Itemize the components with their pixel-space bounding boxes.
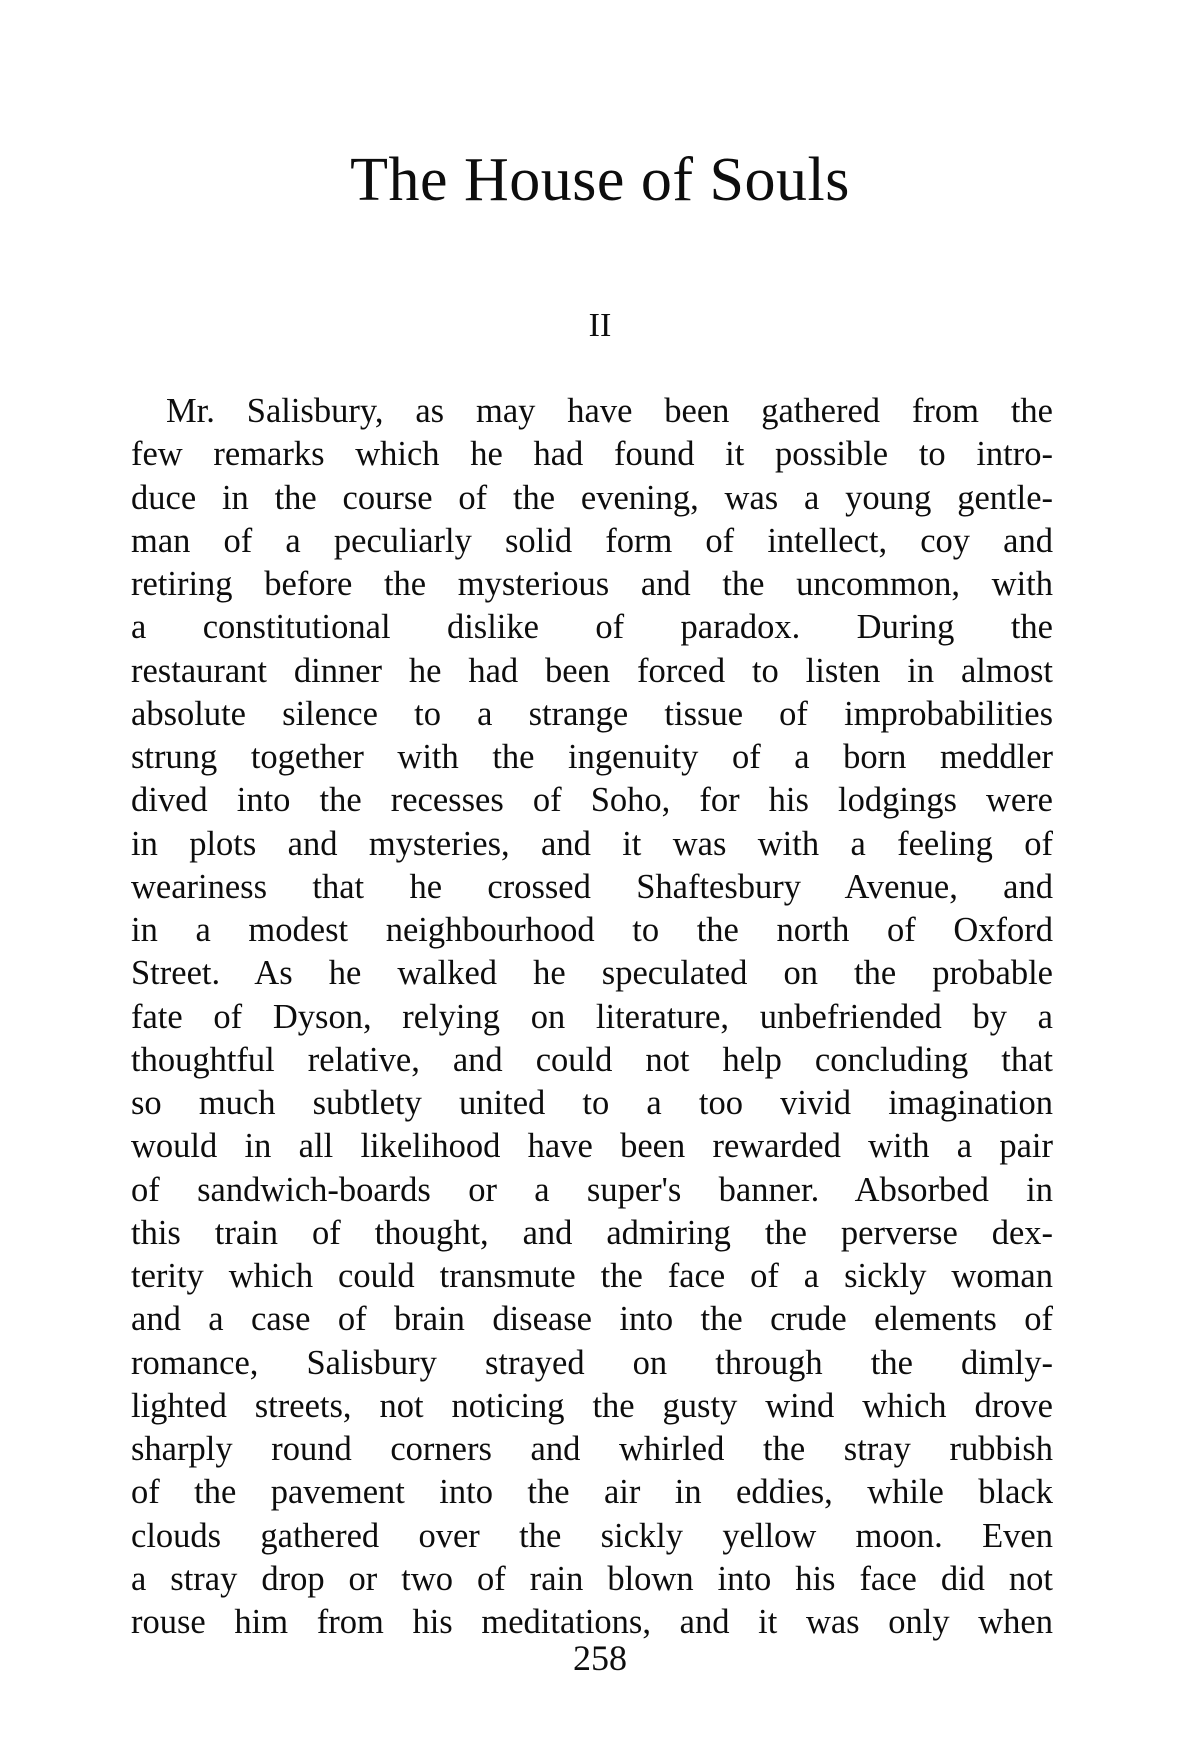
text-line: of sandwich-boards or a super's banner. Absorbed in xyxy=(131,1170,1053,1209)
text-line: and a case of brain disease into the crude elements of xyxy=(131,1300,1053,1339)
running-head: The House of Souls xyxy=(350,146,850,214)
text-line: thoughtful relative, and could not help concluding that xyxy=(131,1040,1053,1079)
text-line: duce in the course of the evening, was a young gentle- xyxy=(131,478,1053,517)
text-line: retiring before the mysterious and the uncommon, with xyxy=(131,565,1053,603)
text-line: in plots and mysteries, and it was with a feeling of xyxy=(131,824,1053,863)
text-line: romance, Salisbury strayed on through the dimly- xyxy=(131,1343,1053,1382)
text-line: lighted streets, not noticing the gusty wind which drove xyxy=(131,1386,1053,1425)
text-line: strung together with the ingenuity of a born meddler xyxy=(131,738,1053,776)
text-line: Mr. Salisbury, as may have been gathered from the xyxy=(166,392,1053,430)
text-line: a stray drop or two of rain blown into his face did not xyxy=(131,1559,1053,1598)
text-line: so much subtlety united to a too vivid imagination xyxy=(131,1084,1053,1122)
text-line: clouds gathered over the sickly yellow moon. Even xyxy=(131,1516,1053,1555)
chapter-number: II xyxy=(588,307,612,344)
text-line: restaurant dinner he had been forced to listen in almost xyxy=(131,651,1053,690)
text-line: sharply round corners and whirled the stray rubbish xyxy=(131,1430,1053,1468)
text-line: absolute silence to a strange tissue of improbabilities xyxy=(131,694,1053,733)
text-line: would in all likelihood have been rewarded with a pair xyxy=(131,1127,1053,1166)
text-line: of the pavement into the air in eddies, while black xyxy=(131,1473,1053,1512)
body-text xyxy=(131,390,1053,1644)
text-line: dived into the recesses of Soho, for his lodgings were xyxy=(131,781,1053,820)
text-line: few remarks which he had found it possible to intro- xyxy=(131,435,1053,474)
text-line: Street. As he walked he speculated on the probable xyxy=(131,954,1053,993)
text-line: a constitutional dislike of paradox. During the xyxy=(131,608,1053,647)
text-line: this train of thought, and admiring the perverse dex- xyxy=(131,1213,1053,1252)
text-line: fate of Dyson, relying on literature, unbefriended by a xyxy=(131,997,1053,1036)
text-line: terity which could transmute the face of a sickly woman xyxy=(131,1257,1053,1295)
text-line: man of a peculiarly solid form of intellect, coy and xyxy=(131,521,1053,560)
page-number: 258 xyxy=(573,1638,627,1678)
text-line: weariness that he crossed Shaftesbury Avenue, and xyxy=(131,867,1053,906)
text-line: rouse him from his meditations, and it was only when xyxy=(131,1603,1053,1641)
text-line: in a modest neighbourhood to the north of Oxford xyxy=(131,911,1053,949)
